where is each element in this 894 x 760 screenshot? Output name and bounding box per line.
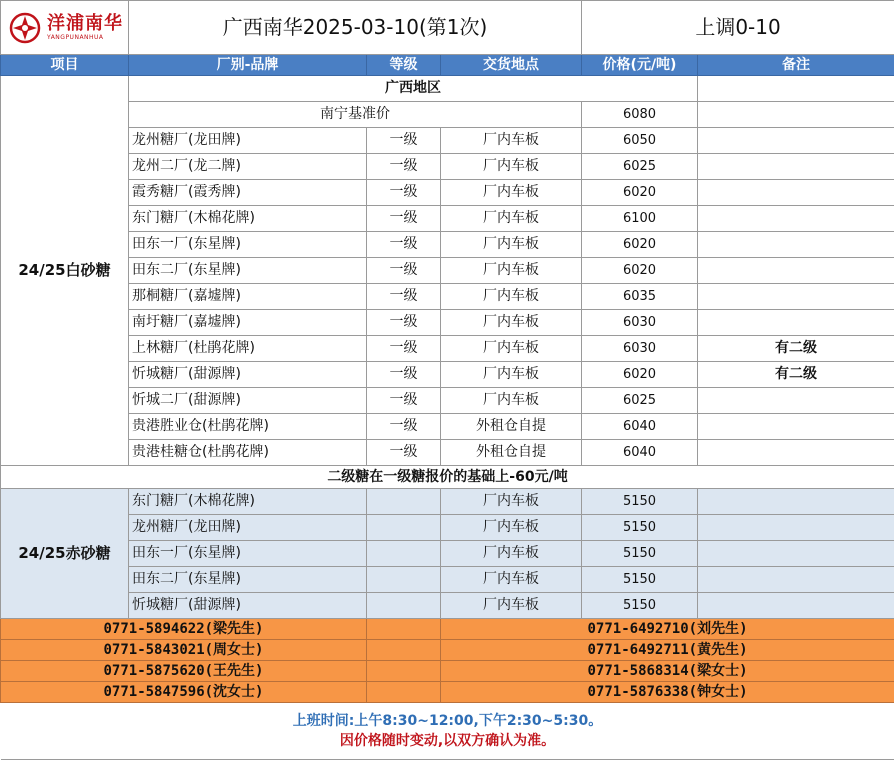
remark-cell (698, 180, 894, 206)
factory-cell: 田东二厂(东星牌) (129, 258, 367, 284)
price-cell: 5150 (582, 567, 698, 593)
price-cell: 6100 (582, 206, 698, 232)
logo-name-cn: 洋浦南华 (47, 12, 123, 34)
table-row (1, 414, 894, 440)
table-row (1, 206, 894, 232)
price-cell: 5150 (582, 593, 698, 619)
table-row (1, 440, 894, 466)
grade-cell: 一级 (367, 180, 441, 206)
table-row (1, 336, 894, 362)
factory-cell: 南圩糖厂(嘉墟牌) (129, 310, 367, 336)
contact-spacer (367, 682, 441, 703)
table-row (1, 567, 894, 593)
delivery-cell: 厂内车板 (441, 489, 582, 515)
grade-cell: 一级 (367, 206, 441, 232)
white-sugar-group-label: 24/25白砂糖 (1, 76, 129, 466)
table-row (1, 541, 894, 567)
delivery-cell: 外租仓自提 (441, 414, 582, 440)
price-cell: 6020 (582, 362, 698, 388)
region-row (1, 76, 894, 102)
contact-spacer (367, 640, 441, 661)
header-grade: 等级 (367, 55, 441, 76)
remark-cell (698, 515, 894, 541)
table-row (1, 232, 894, 258)
remark-cell (698, 232, 894, 258)
remark-cell (698, 593, 894, 619)
contact-row (1, 619, 894, 640)
price-cell: 5150 (582, 515, 698, 541)
table-row (1, 362, 894, 388)
contact-right: 0771-6492711(黄先生) (441, 640, 894, 661)
price-cell: 6040 (582, 414, 698, 440)
grade-cell (367, 489, 441, 515)
grade-cell (367, 567, 441, 593)
header-item: 项目 (1, 55, 129, 76)
factory-cell: 上林糖厂(杜鹃花牌) (129, 336, 367, 362)
table-row (1, 310, 894, 336)
footer-row (1, 703, 894, 760)
grade-cell: 一级 (367, 362, 441, 388)
second-grade-note: 二级糖在一级糖报价的基础上-60元/吨 (1, 466, 894, 489)
grade-cell: 一级 (367, 440, 441, 466)
second-grade-note-row (1, 466, 894, 489)
brand-logo-icon (9, 12, 41, 44)
delivery-cell: 厂内车板 (441, 362, 582, 388)
factory-cell: 忻城糖厂(甜源牌) (129, 593, 367, 619)
grade-cell (367, 541, 441, 567)
price-cell: 5150 (582, 489, 698, 515)
base-price-row (1, 102, 894, 128)
price-cell: 6025 (582, 388, 698, 414)
remark-cell (698, 388, 894, 414)
base-price-remark (698, 102, 894, 128)
grade-cell: 一级 (367, 232, 441, 258)
delivery-cell: 厂内车板 (441, 541, 582, 567)
remark-cell (698, 154, 894, 180)
price-disclaimer: 因价格随时变动,以双方确认为准。 (339, 733, 556, 749)
grade-cell: 一级 (367, 258, 441, 284)
price-cell: 6030 (582, 310, 698, 336)
table-row (1, 593, 894, 619)
base-price-label: 南宁基准价 (129, 102, 582, 128)
grade-cell: 一级 (367, 284, 441, 310)
contact-left: 0771-5843021(周女士) (1, 640, 367, 661)
delivery-cell: 厂内车板 (441, 154, 582, 180)
grade-cell: 一级 (367, 414, 441, 440)
header-price: 价格(元/吨) (582, 55, 698, 76)
delivery-cell: 厂内车板 (441, 180, 582, 206)
factory-cell: 忻城二厂(甜源牌) (129, 388, 367, 414)
base-price-value: 6080 (582, 102, 698, 128)
delivery-cell: 厂内车板 (441, 258, 582, 284)
region-label: 广西地区 (129, 76, 698, 102)
footer (1, 703, 894, 760)
grade-cell: 一级 (367, 154, 441, 180)
contact-spacer (367, 619, 441, 640)
price-cell: 6020 (582, 232, 698, 258)
grade-cell (367, 593, 441, 619)
adjustment-label: 上调0-10 (582, 1, 894, 55)
office-hours: 上班时间:上午8:30~12:00,下午2:30~5:30。 (292, 713, 603, 729)
delivery-cell: 厂内车板 (441, 232, 582, 258)
price-cell: 6030 (582, 336, 698, 362)
contact-left: 0771-5894622(梁先生) (1, 619, 367, 640)
contact-row (1, 640, 894, 661)
red-sugar-group-label: 24/25赤砂糖 (1, 489, 129, 619)
price-cell: 6035 (582, 284, 698, 310)
price-cell: 6025 (582, 154, 698, 180)
remark-cell (698, 310, 894, 336)
table-row (1, 284, 894, 310)
remark-cell (698, 284, 894, 310)
delivery-cell: 外租仓自提 (441, 440, 582, 466)
remark-cell: 有二级 (698, 336, 894, 362)
remark-cell (698, 541, 894, 567)
header-delivery: 交货地点 (441, 55, 582, 76)
factory-cell: 霞秀糖厂(霞秀牌) (129, 180, 367, 206)
delivery-cell: 厂内车板 (441, 336, 582, 362)
delivery-cell: 厂内车板 (441, 593, 582, 619)
factory-cell: 贵港桂糖仓(杜鹃花牌) (129, 440, 367, 466)
remark-cell (698, 128, 894, 154)
remark-cell (698, 440, 894, 466)
price-cell: 6050 (582, 128, 698, 154)
contact-row (1, 682, 894, 703)
delivery-cell: 厂内车板 (441, 206, 582, 232)
remark-cell (698, 489, 894, 515)
header-row (1, 55, 894, 76)
factory-cell: 龙州二厂(龙二牌) (129, 154, 367, 180)
remark-cell: 有二级 (698, 362, 894, 388)
remark-cell (698, 414, 894, 440)
remark-cell (698, 258, 894, 284)
factory-cell: 龙州糖厂(龙田牌) (129, 128, 367, 154)
contact-left: 0771-5875620(王先生) (1, 661, 367, 682)
delivery-cell: 厂内车板 (441, 515, 582, 541)
contact-right: 0771-6492710(刘先生) (441, 619, 894, 640)
header-remark: 备注 (698, 55, 894, 76)
contact-left: 0771-5847596(沈女士) (1, 682, 367, 703)
logo-name-en: YANGPUNANHUA (47, 33, 104, 41)
table-row (1, 388, 894, 414)
remark-cell (698, 567, 894, 593)
grade-cell (367, 515, 441, 541)
factory-cell: 田东二厂(东星牌) (129, 567, 367, 593)
delivery-cell: 厂内车板 (441, 567, 582, 593)
contact-spacer (367, 661, 441, 682)
region-remark (698, 76, 894, 102)
delivery-cell: 厂内车板 (441, 310, 582, 336)
page-title: 广西南华2025-03-10(第1次) (129, 1, 582, 55)
table-row (1, 128, 894, 154)
grade-cell: 一级 (367, 388, 441, 414)
price-cell: 6020 (582, 180, 698, 206)
remark-cell (698, 206, 894, 232)
logo (1, 1, 129, 55)
factory-cell: 东门糖厂(木棉花牌) (129, 206, 367, 232)
delivery-cell: 厂内车板 (441, 388, 582, 414)
table-row (1, 180, 894, 206)
table-row (1, 258, 894, 284)
factory-cell: 龙州糖厂(龙田牌) (129, 515, 367, 541)
contact-row (1, 661, 894, 682)
grade-cell: 一级 (367, 336, 441, 362)
price-cell: 6020 (582, 258, 698, 284)
factory-cell: 田东一厂(东星牌) (129, 541, 367, 567)
delivery-cell: 厂内车板 (441, 284, 582, 310)
contact-right: 0771-5868314(梁女士) (441, 661, 894, 682)
header-factory: 厂别-品牌 (129, 55, 367, 76)
contact-right: 0771-5876338(钟女士) (441, 682, 894, 703)
table-row (1, 515, 894, 541)
table-row (1, 489, 894, 515)
delivery-cell: 厂内车板 (441, 128, 582, 154)
title-row (1, 1, 894, 55)
factory-cell: 东门糖厂(木棉花牌) (129, 489, 367, 515)
price-cell: 6040 (582, 440, 698, 466)
factory-cell: 那桐糖厂(嘉墟牌) (129, 284, 367, 310)
factory-cell: 忻城糖厂(甜源牌) (129, 362, 367, 388)
grade-cell: 一级 (367, 128, 441, 154)
table-row (1, 154, 894, 180)
grade-cell: 一级 (367, 310, 441, 336)
factory-cell: 贵港胜业仓(杜鹃花牌) (129, 414, 367, 440)
price-cell: 5150 (582, 541, 698, 567)
factory-cell: 田东一厂(东星牌) (129, 232, 367, 258)
